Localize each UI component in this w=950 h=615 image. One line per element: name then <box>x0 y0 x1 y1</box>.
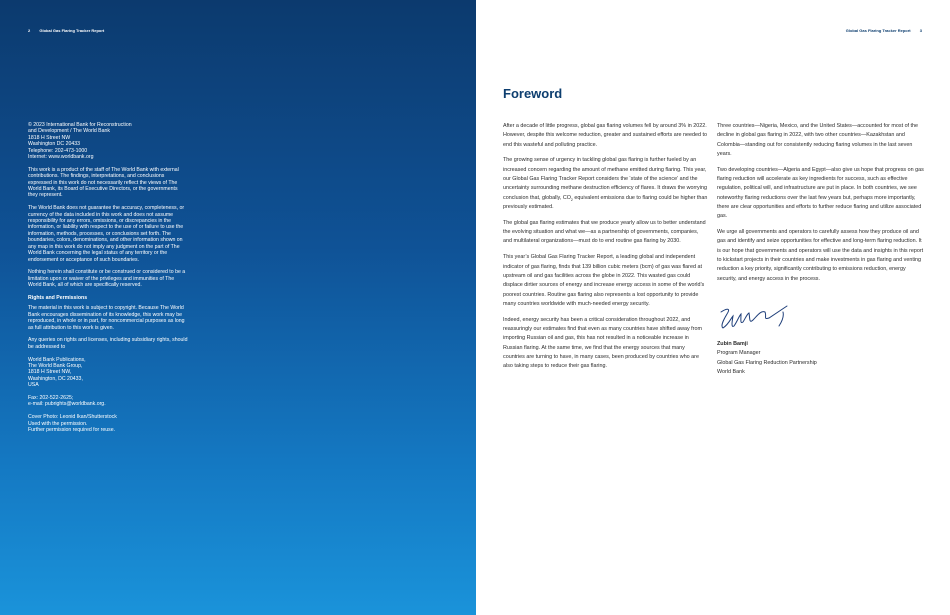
address-block <box>28 357 188 389</box>
foreword-paragraph: After a decade of little progress, global gas flaring volumes fell by around 3% in 2022. However, despite this welcome reduction, greater and sustained efforts are needed to end this wasteful and polluting practice. <box>503 123 707 148</box>
imprint-block <box>28 122 188 440</box>
imprint-line: Telephone: 202-473-1000 <box>28 147 88 154</box>
cover-credit-line: Cover Photo: Leonid Ikan/Shutterstock <box>28 414 117 421</box>
foreword-paragraph: Indeed, energy security has been a critical consideration throughout 2022, and reassuringly our estimates find that even as many countries have shifted away from importing Russian oil and gas, this has not resulted in a noticeable increase in Russian flaring. At the same time, we find that the energy sources that many countries are turning to have, in many cases, been produced by countries who are also taking steps to reduce their gas flaring. <box>503 316 702 370</box>
contact-block <box>28 395 188 408</box>
disclaimer-paragraph: This work is a product of the staff of The World Bank with external contributions. The findings, interpretations, and conclusions expressed in this work do not necessarily reflect the views of The World Bank, its Board of Executive Directors, or the governments they represent. <box>28 166 179 199</box>
foreword-paragraph: Two developing countries—Algeria and Egypt—also give us hope that progress on gas flaring reduction will accelerate as key ingredients for success, such as effective regulation, political will, and infrastructure are put in place. In both countries, we see noteworthy flaring reductions over the last few years but, perhaps more importantly, there are clear opportunities and efforts to further reduce flaring and utilize associated gas. <box>717 166 924 220</box>
imprint-line: and Development / The World Bank <box>28 128 110 135</box>
disclaimer-paragraph: Nothing herein shall constitute or be construed or considered to be a limitation upon or waiver of the privileges and immunities of The World Bank, all of which are specifically reserved. <box>28 269 186 289</box>
cover-credit-line: Used with the permission. <box>28 420 88 427</box>
imprint-line: Washington DC 20433 <box>28 141 81 148</box>
page-title: Foreword <box>503 86 563 101</box>
address-line: World Bank Publications, <box>28 356 86 363</box>
rights-heading: Rights and Permissions <box>28 294 88 301</box>
page-number-left: 2 <box>28 28 31 33</box>
signature-image <box>717 302 797 334</box>
foreword-paragraph: The global gas flaring estimates that we produce yearly allow us to better understand the evolving situation and what we—as a partnership of governments, companies, and multilateral organizations—must do to end routine gas flaring by 2030. <box>503 219 706 245</box>
co2-paragraph-text: The growing sense of urgency in tackling global gas flaring is further fueled by an increased concern regarding the amount of methane emitted during flaring. This year, our Global Gas Flaring Tracker Report considers the ‘state of the science’ and the uncertainty surrounding methane destruction efficiency of flares. It draws the worrying conclusion that, globally, CO <box>503 157 707 201</box>
foreword-paragraph: Three countries—Nigeria, Mexico, and the United States—accounted for most of the decline in global gas flaring in 2022, with two other countries—Kazakhstan and Colombia—standing out for consistently reducing flaring volumes in the last seven years. <box>717 123 919 157</box>
left-header-title: Global Gas Flaring Tracker Report <box>39 28 105 33</box>
left-running-header <box>28 28 104 33</box>
imprint-line: 1818 H Street NW <box>28 134 71 141</box>
contact-line: Fax: 202-522-2625; <box>28 394 74 401</box>
page-number-right: 3 <box>919 28 922 33</box>
signatory-org: Global Gas Flaring Reduction Partnership <box>717 359 817 366</box>
co2-subscript: 2 <box>570 197 573 202</box>
right-header-title: Global Gas Flaring Tracker Report <box>845 28 911 33</box>
cover-credit-line: Further permission required for reuse. <box>28 426 116 433</box>
cover-credit-block <box>28 414 188 433</box>
signatory-institution: World Bank <box>717 368 745 375</box>
imprint-line: © 2023 International Bank for Reconstruction <box>28 122 132 128</box>
disclaimer-paragraph: The World Bank does not guarantee the accuracy, completeness, or currency of the data included in this work and does not assume responsibility for any errors, omissions, or discrepancies in the information, or liability with respect to the use of or failure to use the information, methods, processes, or conclusions set forth. The boundaries, colors, denominations, and other information shown on any map in this work do not imply any judgment on the part of The World Bank concerning the legal status of any territory or the endorsement or acceptance of such boundaries. <box>28 205 185 263</box>
imprint-line: Internet: www.worldbank.org <box>28 154 94 161</box>
signatory-title: Program Manager <box>717 350 761 357</box>
foreword-column-1 <box>503 122 708 378</box>
right-running-header <box>846 28 922 33</box>
foreword-paragraph: We urge all governments and operators to carefully assess how they produce oil and gas and identify and seize opportunities for effective and long-term flaring reduction. It is our hope that governments and operators will use the data and insights in this report to kickstart projects in their countries and make investments in gas flaring and venting reduction a key priority, significantly contributing to emissions reduction, energy security, and energy access in the process. <box>717 229 924 282</box>
signatory-name: Zubin Bamji <box>717 340 748 347</box>
foreword-column-2 <box>717 122 924 377</box>
rights-paragraph: The material in this work is subject to copyright. Because The World Bank encourages dissemination of its knowledge, this work may be reproduced, in whole or in part, for noncommercial purposes as long as full attribution to this work is given. <box>28 305 185 331</box>
address-line: Washington, DC 20433, <box>28 375 83 382</box>
address-line: 1818 H Street NW, <box>28 369 72 376</box>
signature-block <box>717 340 924 377</box>
co2-paragraph-tail: equivalent emissions due to flaring could be higher than previously estimated. <box>503 194 708 210</box>
address-line: USA <box>28 382 39 389</box>
foreword-paragraph <box>503 156 708 212</box>
foreword-paragraph: This year’s Global Gas Flaring Tracker Report, a leading global and independent indicator of gas flaring, finds that 139 billion cubic meters (bcm) of gas was flared at upstream oil and gas facilities across the globe in 2022. This wasted gas could displace dirtier sources of energy and increase energy access in some of the world’s poorest countries. Routine gas flaring also represents a lost opportunity to provide many countries worldwide with much-needed energy security. <box>503 254 705 307</box>
copyright-block <box>28 122 188 160</box>
address-line: The World Bank Group, <box>28 362 83 369</box>
rights-paragraph: Any queries on rights and licenses, including subsidiary rights, should be addressed to <box>28 337 188 350</box>
contact-line: e-mail: pubrights@worldbank.org. <box>28 401 106 408</box>
